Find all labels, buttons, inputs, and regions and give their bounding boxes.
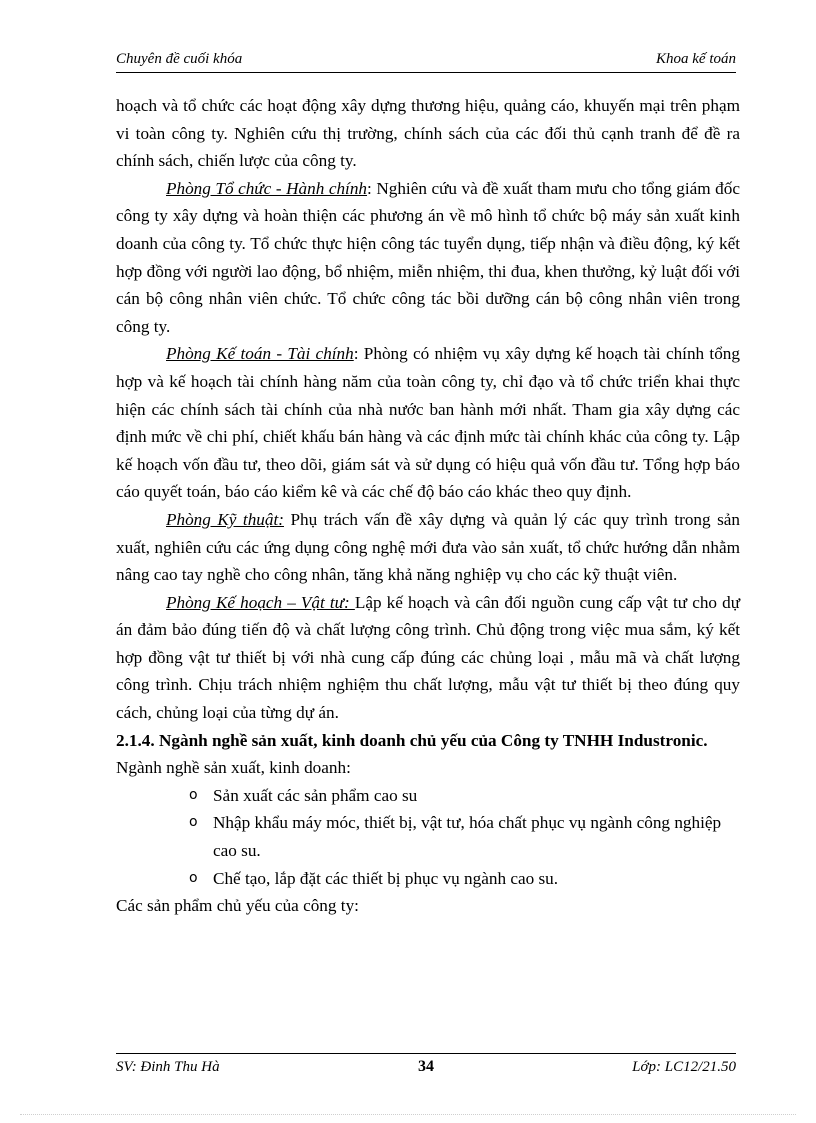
dept-finance-label: Phòng Kế toán - Tài chính (166, 344, 354, 364)
list-item (116, 865, 740, 893)
page-header (116, 50, 736, 73)
dept-admin-text: : Nghiên cứu và đề xuất tham mưu cho tổng giám đốc công ty xây dựng và hoàn thiện các phương án về mô hình tổ chức bộ máy sản xuất kinh doanh của công ty. Tổ chức thực hiện công tác tuyển dụng, tiếp nhận và điều động, ký kết hợp đồng với người lao động, bổ nhiệm, miễn nhiệm, thi đua, khen thưởng, kỷ luật đối với cán bộ công nhân viên chức. Tổ chức công tác bồi dưỡng cán bộ công nhân viên trong công ty. (116, 178, 740, 336)
list-item (116, 782, 740, 810)
business-intro: Ngành nghề sản xuất, kinh doanh: (116, 758, 351, 778)
header-left-text: Chuyên đề cuối khóa (116, 51, 243, 67)
products-intro: Các sản phẩm chủ yếu của công ty: (116, 896, 359, 916)
dept-technical-text: Phụ trách vấn đề xây dựng và quản lý các quy trình trong sản xuất, nghiên cứu các ứng dụng công nghệ mới đưa vào sản xuất, tổ chức hướng dẫn nhằm nâng cao tay nghề cho công nhân, tăng khả năng nghiệp vụ cho các kỹ thuật viên. (116, 509, 740, 585)
business-list (116, 782, 740, 892)
bottom-dotted-divider (20, 1114, 796, 1115)
dept-planning-paragraph (116, 589, 740, 727)
page-footer (116, 1053, 736, 1075)
section-heading: 2.1.4. Ngành nghề sản xuất, kinh doanh chủ yếu của Công ty TNHH Industronic. (116, 730, 708, 750)
intro-paragraph: hoạch và tổ chức các hoạt động xây dựng thương hiệu, quảng cáo, khuyến mại trên phạm vi toàn công ty. Nghiên cứu thị trường, chính sách của các đối thủ cạnh tranh để đề ra chính sách, chiến lược của công ty. (116, 96, 740, 171)
footer-student-name: SV: Đinh Thu Hà (116, 1059, 220, 1075)
dept-finance-text: : Phòng có nhiệm vụ xây dựng kế hoạch tài chính tổng hợp và kế hoạch tài chính hàng năm của toàn công ty, chỉ đạo và tổ chức triển khai thực hiện các chính sách tài chính của nhà nước ban hành mới nhất. Tham gia xây dựng các định mức về chi phí, chiết khấu bán hàng và các định mức tài chính khác của công ty. Lập kế hoạch vốn đầu tư, theo dõi, giám sát và sử dụng có hiệu quả vốn đầu tư. Tổng hợp báo cáo quyết toán, báo cáo kiểm kê và các chế độ báo cáo khác theo quy định. (116, 344, 740, 502)
dept-planning-label: Phòng Kế hoạch – Vật tư: (166, 592, 355, 612)
bullet-circle-icon: o (189, 814, 198, 831)
list-item-text: Nhập khẩu máy móc, thiết bị, vật tư, hóa chất phục vụ ngành công nghiệp cao su. (213, 813, 722, 861)
dept-admin-label: Phòng Tổ chức - Hành chính (166, 178, 368, 198)
list-item-text: Chế tạo, lắp đặt các thiết bị phục vụ ngành cao su. (213, 868, 559, 888)
page-body (116, 92, 740, 920)
bullet-circle-icon: o (189, 869, 198, 886)
list-item-text: Sản xuất các sản phẩm cao su (213, 785, 418, 805)
footer-class-code: Lớp: LC12/21.50 (632, 1059, 736, 1075)
dept-admin-paragraph (116, 175, 740, 341)
header-right-text: Khoa kế toán (656, 51, 736, 67)
page-number: 34 (418, 1058, 434, 1075)
dept-planning-text: Lập kế hoạch và cân đối nguồn cung cấp vật tư cho dự án đảm bảo đúng tiến độ và chất lượng công trình. Chủ động trong việc mua sắm, ký kết hợp đồng vật tư thiết bị với nhà cung cấp đúng các chủng loại , mẫu mã và chất lượng công trình. Chịu trách nhiệm nghiệm thu chất lượng, mẫu vật tư thiết bị theo đúng quy cách, chủng loại của từng dự án. (116, 592, 741, 723)
list-item (116, 809, 740, 864)
dept-technical-paragraph (116, 506, 740, 589)
dept-finance-paragraph (116, 340, 740, 506)
dept-technical-label: Phòng Kỹ thuật: (166, 509, 284, 529)
bullet-circle-icon: o (189, 786, 198, 803)
